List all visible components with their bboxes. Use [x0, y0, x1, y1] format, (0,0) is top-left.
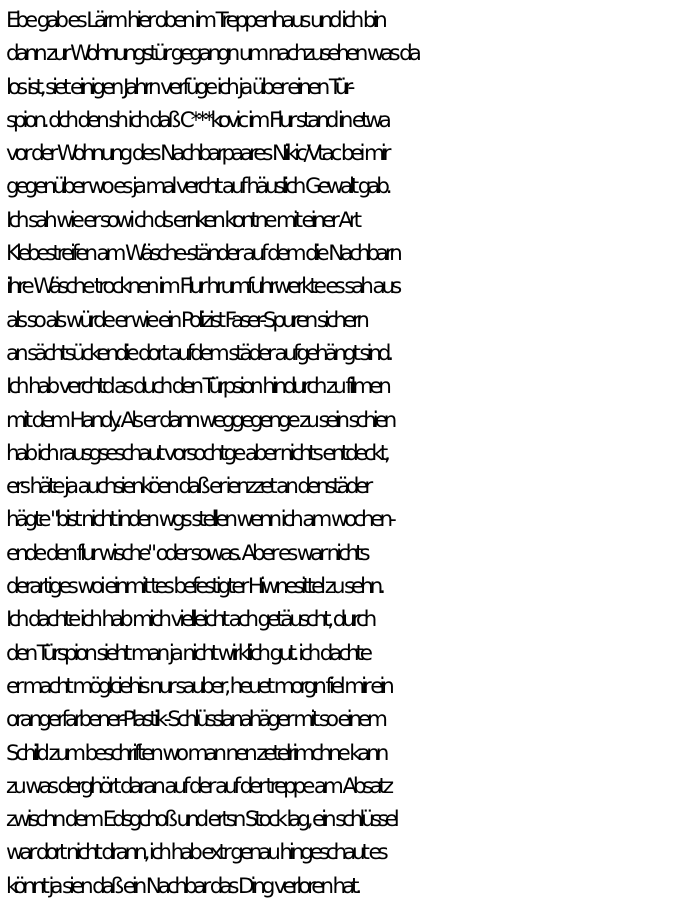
- text-line: ende den flur wische" oder sowas. Aber es war nichts: [6, 540, 367, 566]
- text-line: Ich hab verchtd as duch den Türpsion hindurch zu filmen: [6, 374, 388, 400]
- text-line: mit dem Handy. Als er dann weggegenge zu sein schien: [6, 407, 394, 433]
- text-line: derartiges woi einmit tes befestigter Hiwnesittel zu sehn.: [6, 574, 382, 600]
- text-line: als so als würde er wie ein Polizist Faser-Spuren sichern: [6, 307, 366, 333]
- text-line: gegenüber wo es ja mal vercht auf häuslich Gewalt gab.: [6, 174, 389, 200]
- text-line: spion. dch den sh ich daß C***kovic im Flur stand in etwa: [6, 107, 388, 133]
- body-text: [6, 4, 684, 903]
- text-line: ihre Wäsche trocknen im Flur hrumfuhrwerkte es sah aus: [6, 274, 399, 300]
- text-line: an sächtsückendie dort aufdem städer aufgehängt sind.: [6, 340, 390, 366]
- text-line: Schild zum beschriften wo man nen zetelrimchne kann: [6, 740, 386, 766]
- text-line: war dort nicht drann, ich hab extr genau hingeschaut es: [6, 840, 385, 866]
- text-line: Ich dachte ich hab mich vielleicht ach getäuscht, durch: [6, 607, 374, 633]
- text-line: Ebe gab es Lärm hier oben im Treppenhaus und ich bin: [6, 8, 384, 33]
- text-line: dann zur Wohnungstür gegangn um nachzusehen was da: [6, 41, 418, 67]
- text-line: könnt ja sien daß ein Nachbar das Ding verloren hat.: [6, 873, 358, 899]
- text-line: vor der Wohnung des Nachbarpaares Nikic/Vtac bei mir: [6, 141, 388, 167]
- text-line: hab ich rausgseschaut vorsochtge aber nichts entdeckt,: [6, 440, 387, 466]
- text-line: er macht möglciehis nur sauber, heuet morgn fiel mir ein: [6, 673, 391, 699]
- text-line: Ich sah wie er sowi ch ds ernken kontne mit einer Art: [6, 207, 358, 233]
- text-line: hägte "bist nicht inden wgs stellen wenn ich am wochen-: [6, 507, 393, 533]
- text-line: orangerfarbener-Plastik-Schlüsslanahäger mit so einem: [6, 707, 384, 733]
- text-line: los ist, siet einigen Jahrn verfüge ich ja über einen Tür-: [6, 74, 352, 100]
- text-line: den Türspion sieht man ja nicht wirklich gut. ich dachte: [6, 640, 369, 666]
- text-line: zu was derghört daran auf der auf der treppe am Absatz: [6, 773, 390, 799]
- text-line: Klebestreifen am Wäsche-ständer auf dem die Nachbarn: [6, 241, 399, 267]
- text-line: zwischn dem Edsgchoß und ertsn Stock lag, ein schlüssel: [6, 807, 396, 833]
- text-line: ers häte ja auchsienköen daß er ienzzet an denstäder: [6, 474, 370, 500]
